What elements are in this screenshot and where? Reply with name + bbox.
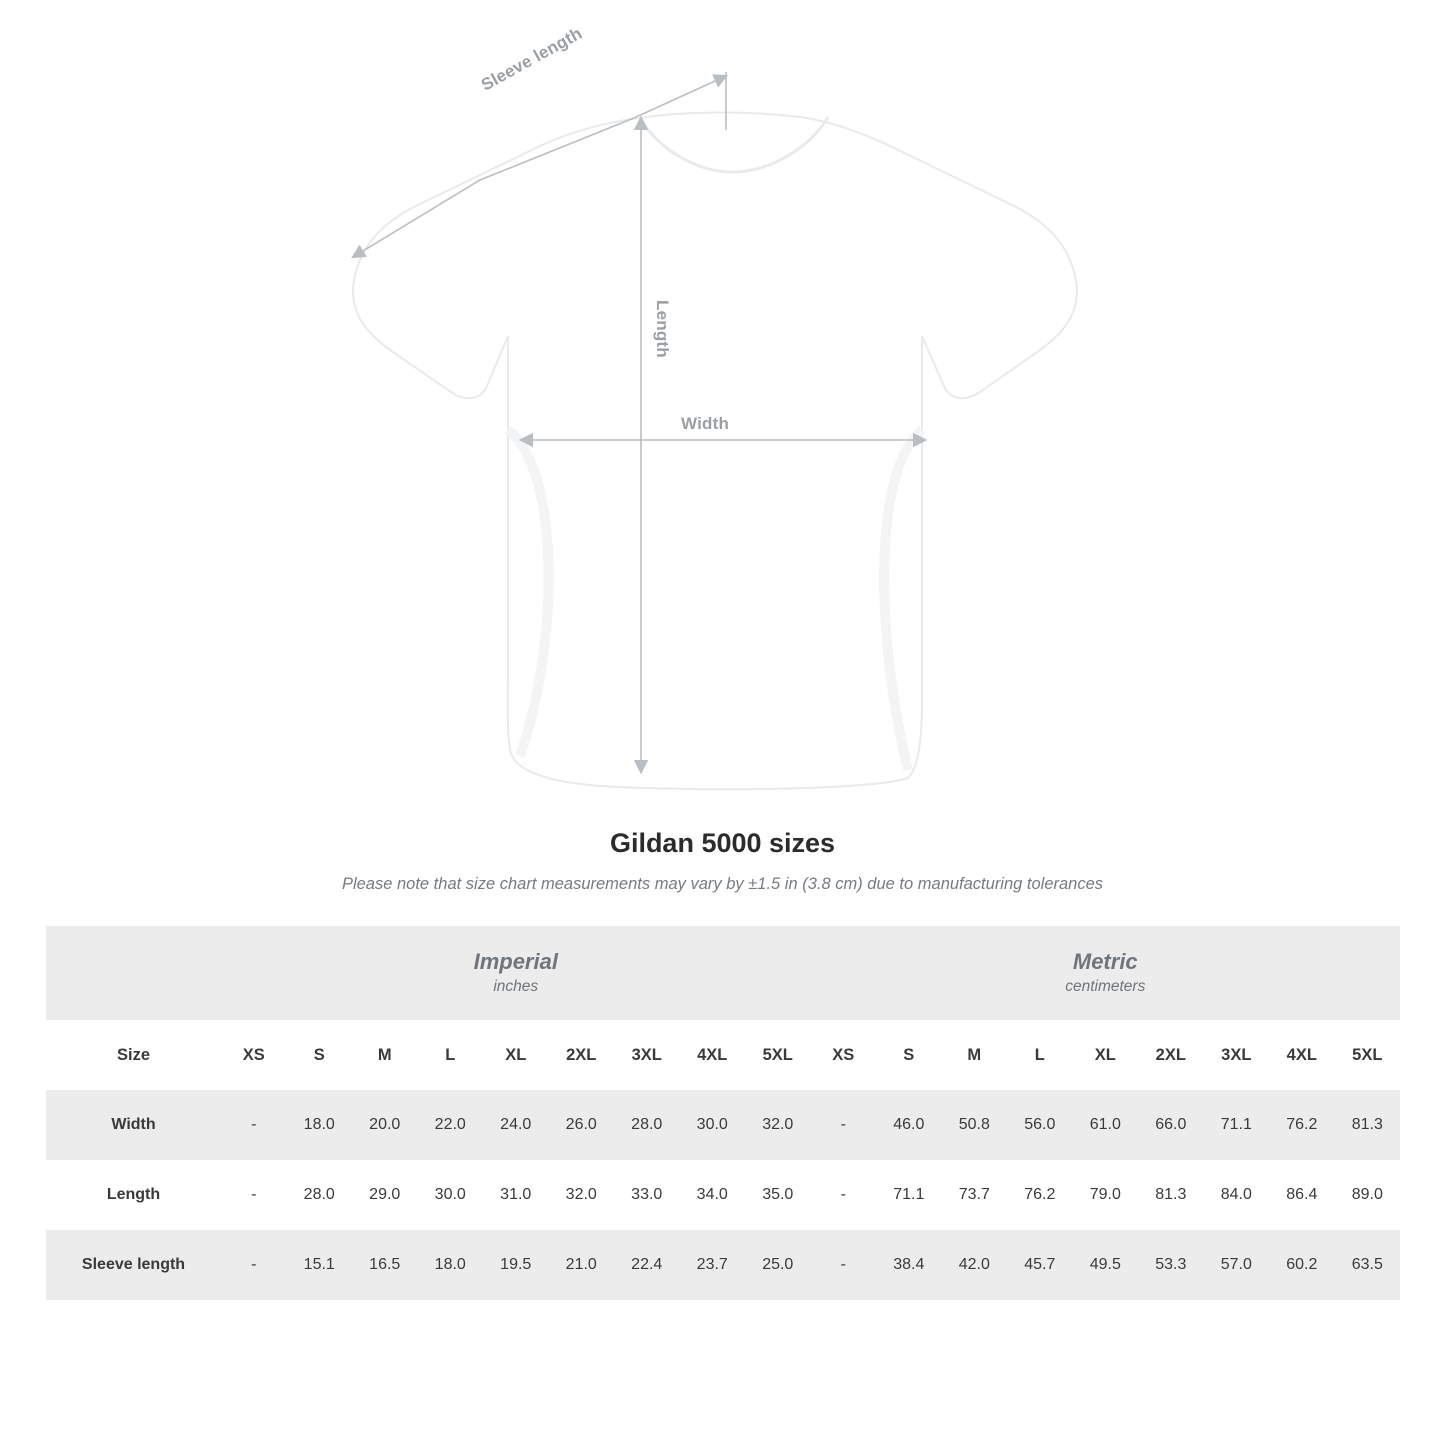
cell-width-imperial-4xl: 30.0 — [680, 1090, 746, 1160]
cell-width-metric-4xl: 76.2 — [1269, 1090, 1335, 1160]
col-header-metric-xs: XS — [811, 1020, 877, 1090]
cell-sleeve-imperial-l: 18.0 — [418, 1230, 484, 1300]
col-header-imperial-2xl: 2XL — [549, 1020, 615, 1090]
cell-width-imperial-l: 22.0 — [418, 1090, 484, 1160]
length-label: Length — [653, 300, 672, 358]
cell-width-imperial-m: 20.0 — [352, 1090, 418, 1160]
table-row-length — [46, 1160, 1400, 1230]
cell-length-imperial-l: 30.0 — [434, 1186, 466, 1203]
cell-length-metric-4xl: 86.4 — [1286, 1186, 1318, 1203]
unit-sub-metric: centimeters — [1065, 978, 1146, 996]
unit-sub-imperial: inches — [493, 978, 539, 996]
cell-sleeve-metric-xs: - — [811, 1230, 877, 1300]
cell-sleeve-imperial-m: 16.5 — [352, 1230, 418, 1300]
col-header-metric-xl: XL — [1073, 1020, 1139, 1090]
col-header-metric-3xl: 3XL — [1204, 1020, 1270, 1090]
cell-width-imperial-2xl: 26.0 — [549, 1090, 615, 1160]
cell-width-metric-5xl: 81.3 — [1335, 1090, 1401, 1160]
col-header-metric-s: S — [876, 1020, 942, 1090]
cell-sleeve-metric-s: 38.4 — [876, 1230, 942, 1300]
table-row-width — [46, 1090, 1400, 1160]
row-label-length: Length — [106, 1186, 161, 1203]
unit-header-imperial — [221, 926, 811, 1020]
cell-width-metric-s: 46.0 — [876, 1090, 942, 1160]
unit-header-metric — [811, 926, 1401, 1020]
cell-length-metric-3xl: 84.0 — [1220, 1186, 1252, 1203]
cell-sleeve-imperial-xl: 19.5 — [483, 1230, 549, 1300]
cell-sleeve-imperial-5xl: 25.0 — [745, 1230, 811, 1300]
cell-sleeve-imperial-3xl: 22.4 — [614, 1230, 680, 1300]
unit-name-imperial: Imperial — [473, 948, 558, 974]
size-table — [46, 926, 1400, 1300]
cell-width-imperial-xl: 24.0 — [483, 1090, 549, 1160]
col-header-metric-m: M — [942, 1020, 1008, 1090]
col-header-metric-l: L — [1007, 1020, 1073, 1090]
row-label-width: Width — [46, 1090, 221, 1160]
cell-length-metric-5xl: 89.0 — [1351, 1186, 1383, 1203]
cell-width-metric-3xl: 71.1 — [1204, 1090, 1270, 1160]
tolerance-note: Please note that size chart measurements may vary by ±1.5 in (3.8 cm) due to manufacturing tolerances — [341, 875, 1104, 893]
page-title: Gildan 5000 sizes — [609, 828, 836, 858]
cell-sleeve-metric-l: 45.7 — [1007, 1230, 1073, 1300]
cell-length-imperial-5xl: 35.0 — [762, 1186, 794, 1203]
cell-width-imperial-s: 18.0 — [287, 1090, 353, 1160]
cell-length-imperial-xs: - — [251, 1186, 257, 1203]
col-header-imperial-5xl: 5XL — [745, 1020, 811, 1090]
cell-width-metric-xl: 61.0 — [1073, 1090, 1139, 1160]
cell-width-imperial-5xl: 32.0 — [745, 1090, 811, 1160]
cell-width-metric-l: 56.0 — [1007, 1090, 1073, 1160]
cell-width-metric-2xl: 66.0 — [1138, 1090, 1204, 1160]
table-row-sleeve-length — [46, 1230, 1400, 1300]
cell-sleeve-metric-m: 42.0 — [942, 1230, 1008, 1300]
table-corner — [46, 926, 221, 1020]
col-header-imperial-xl: XL — [483, 1020, 549, 1090]
cell-length-metric-l: 76.2 — [1024, 1186, 1056, 1203]
col-header-imperial-s: S — [287, 1020, 353, 1090]
unit-header-row — [46, 926, 1400, 1020]
unit-name-metric: Metric — [1072, 948, 1138, 974]
col-header-metric-4xl: 4XL — [1269, 1020, 1335, 1090]
cell-length-imperial-2xl: 32.0 — [565, 1186, 597, 1203]
size-header-row — [46, 1020, 1400, 1090]
cell-sleeve-metric-3xl: 57.0 — [1204, 1230, 1270, 1300]
col-header-metric-5xl: 5XL — [1335, 1020, 1401, 1090]
cell-length-metric-xs: - — [840, 1186, 846, 1203]
tshirt-shape — [353, 113, 1077, 790]
row-header-size: Size — [46, 1020, 221, 1090]
cell-length-imperial-xl: 31.0 — [500, 1186, 532, 1203]
cell-length-metric-xl: 79.0 — [1089, 1186, 1121, 1203]
col-header-imperial-3xl: 3XL — [614, 1020, 680, 1090]
cell-sleeve-imperial-s: 15.1 — [287, 1230, 353, 1300]
cell-sleeve-metric-xl: 49.5 — [1073, 1230, 1139, 1300]
cell-length-imperial-3xl: 33.0 — [631, 1186, 663, 1203]
cell-length-imperial-m: 29.0 — [369, 1186, 401, 1203]
cell-width-imperial-xs: - — [221, 1090, 287, 1160]
size-table-wrapper — [46, 926, 1399, 1300]
title-block — [0, 828, 1445, 894]
cell-width-metric-xs: - — [811, 1090, 877, 1160]
cell-width-imperial-3xl: 28.0 — [614, 1090, 680, 1160]
col-header-imperial-4xl: 4XL — [680, 1020, 746, 1090]
cell-length-metric-s: 71.1 — [893, 1186, 925, 1203]
cell-width-metric-m: 50.8 — [942, 1090, 1008, 1160]
sleeve-length-label: Sleeve length — [478, 23, 586, 95]
col-header-imperial-l: L — [418, 1020, 484, 1090]
cell-sleeve-imperial-xs: - — [221, 1230, 287, 1300]
cell-sleeve-metric-2xl: 53.3 — [1138, 1230, 1204, 1300]
col-header-imperial-m: M — [352, 1020, 418, 1090]
cell-length-imperial-4xl: 34.0 — [696, 1186, 728, 1203]
cell-sleeve-metric-5xl: 63.5 — [1335, 1230, 1401, 1300]
cell-length-metric-2xl: 81.3 — [1155, 1186, 1187, 1203]
row-label-sleeve-length: Sleeve length — [46, 1230, 221, 1300]
col-header-imperial-xs: XS — [221, 1020, 287, 1090]
width-label: Width — [681, 414, 730, 433]
cell-length-imperial-s: 28.0 — [303, 1186, 335, 1203]
cell-sleeve-metric-4xl: 60.2 — [1269, 1230, 1335, 1300]
col-header-metric-2xl: 2XL — [1138, 1020, 1204, 1090]
cell-sleeve-imperial-4xl: 23.7 — [680, 1230, 746, 1300]
cell-length-metric-m: 73.7 — [958, 1186, 990, 1203]
cell-sleeve-imperial-2xl: 21.0 — [549, 1230, 615, 1300]
